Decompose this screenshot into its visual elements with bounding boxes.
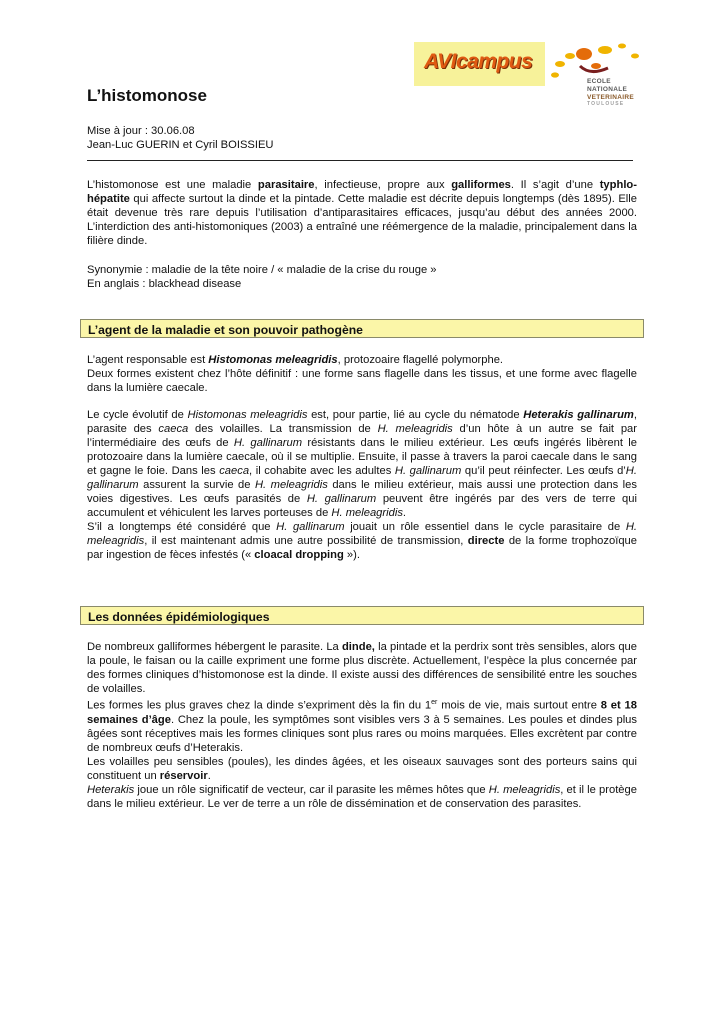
agent-paragraph-2 <box>87 408 637 562</box>
text-segment: Les formes les plus graves chez la dinde s’expriment dès la fin du 1 <box>87 699 432 712</box>
italic-text: Histomonas meleagridis <box>187 409 308 421</box>
text-segment: L’agent responsable est <box>87 354 209 366</box>
italic-text: H. gallinarum <box>87 465 637 491</box>
school-line-2: NATIONALE <box>587 85 628 93</box>
text-segment: Le cycle évolutif de <box>87 409 188 421</box>
text-segment: la pintade et la perdrix sont très sensibles, alors que la poule, le faisan ou la caille expriment une forme plus discrète. Actuellement, l’espèce la plus concernée par des formes cliniques d’histomonose est la dinde. Il existe aussi des différences de sensibilité entre les souches de volailles. <box>87 641 637 695</box>
text-segment: Deux formes existent chez l’hôte définitif : une forme sans flagelle dans les tissus, et une forme avec flagelle dans la lumière caecale. <box>87 368 637 394</box>
text-segment: qui affecte surtout la dinde et la pintade. Cette maladie est décrite depuis longtemps (dès 1895). Elle était devenue très rare depuis l’utilisation d’antiparasitaires efficaces, jusqu’au début des années 2000. L’interdiction des anti-histomoniques (2003) a entraîné une réémergence de la maladie, principalement dans la filière dinde. <box>87 193 637 247</box>
text-segment: , infectieuse, propre aux <box>314 179 452 191</box>
text-segment: d’un hôte à un autre se fait par l’intermédiaire des œufs de <box>87 423 637 449</box>
text-segment: . <box>207 769 211 782</box>
update-date: Mise à jour : 30.06.08 <box>87 125 195 137</box>
text-segment: , il cohabite avec les adultes <box>249 465 395 477</box>
italic-text: H. meleagridis <box>377 423 453 435</box>
bold-text: galliformes <box>451 179 511 191</box>
text-segment: assurent la survie de <box>138 479 255 491</box>
text-segment: résistants dans le milieu extérieur. Les œufs ingérés libèrent le protozoaire dans la lumière caecale, où il se multiplie. Ensuite, il passe à travers la paroi caecale dans le sang et gagne le foie. Dans les <box>87 437 637 477</box>
intro-paragraph <box>87 178 637 248</box>
italic-text: H. gallinarum <box>306 493 377 505</box>
page-title: L’histomonose <box>87 86 207 105</box>
text-segment: de la forme trophozoïque par ingestion de fèces infestés (« <box>87 535 637 561</box>
text-segment: »). <box>343 549 360 561</box>
text-segment: . Chez la poule, les symptômes sont visibles vers 3 à 5 semaines. Les poules et dindes plus âgées sont réceptives mais les formes cliniques sont plus rares ou moins marquées. Elles excrètent par contre de nombreux œufs d’Heterakis. <box>87 713 637 754</box>
text-segment: qu’il peut réinfecter. Les œufs d’ <box>461 465 626 477</box>
header-divider <box>87 160 633 161</box>
bold-text: dinde, <box>341 641 375 653</box>
bold-text: Heterakis gallinarum <box>523 409 634 421</box>
school-line-3: VETERINAIRE <box>587 93 635 101</box>
italic-text: Heterakis <box>87 783 135 796</box>
text-segment: . <box>402 507 407 519</box>
italic-text: caeca <box>158 423 189 435</box>
epidemiology-paragraph <box>87 640 637 811</box>
bold-text: parasitaire <box>257 179 315 191</box>
text-segment: des volailles. La transmission de <box>188 423 378 435</box>
english-name-line: En anglais : blackhead disease <box>87 278 242 290</box>
bold-text: directe <box>467 535 505 547</box>
text-segment: peuvent être ingérés par des vers de terre qui accumulent et véhiculent les larves porteuses de <box>87 493 637 519</box>
italic-text: caeca <box>219 465 250 477</box>
text-segment: , parasite des <box>87 409 637 435</box>
bold-text: Histomonas meleagridis <box>208 354 338 366</box>
text-segment: dans le milieu extérieur, mais aussi une protection dans les voies digestives. Les œufs parasités de <box>87 479 637 505</box>
synonymy-block <box>87 263 637 291</box>
bold-text: 8 et 18 semaines d’âge <box>87 699 637 726</box>
text-segment: mois de vie, mais surtout entre <box>437 699 601 712</box>
text-segment: L’histomonose est une maladie <box>87 179 258 191</box>
italic-text: H. gallinarum <box>233 437 303 449</box>
italic-text: H. meleagridis <box>488 783 561 796</box>
bold-text: réservoir <box>159 769 208 782</box>
text-segment: , il est maintenant admis une autre possibilité de transmission, <box>144 535 468 547</box>
italic-text: H. meleagridis <box>331 507 403 519</box>
agent-paragraph-1 <box>87 353 637 395</box>
school-line-1: ECOLE <box>587 78 611 85</box>
section-heading-epidemiology: Les données épidémiologiques <box>80 606 644 625</box>
school-name <box>587 78 634 109</box>
italic-text: H. meleagridis <box>87 521 637 547</box>
authors: Jean-Luc GUERIN et Cyril BOISSIEU <box>87 139 274 151</box>
italic-text: H. gallinarum <box>276 521 345 533</box>
text-segment: , protozoaire flagellé polymorphe. <box>337 354 504 366</box>
bold-text: typhlo-hépatite <box>87 179 637 205</box>
text-segment: jouait un rôle essentiel dans le cycle parasitaire de <box>344 521 626 533</box>
section-heading-agent: L’agent de la maladie et son pouvoir pathogène <box>80 319 644 338</box>
superscript-text: er <box>431 699 438 706</box>
text-segment: est, pour partie, lié au cycle du nématode <box>307 409 524 421</box>
school-line-4: TOULOUSE <box>587 101 625 108</box>
text-segment: De nombreux galliformes hébergent le parasite. La <box>87 641 342 653</box>
text-segment: S’il a longtemps été considéré que <box>87 521 277 533</box>
text-segment: joue un rôle significatif de vecteur, car il parasite les mêmes hôtes que <box>134 783 489 796</box>
text-segment: Les volailles peu sensibles (poules), les dindes âgées, et les oiseaux sauvages sont des porteurs sains qui constituent un <box>87 755 637 782</box>
synonymy-line: Synonymie : maladie de la tête noire / « maladie de la crise du rouge » <box>87 264 437 276</box>
italic-text: H. gallinarum <box>394 465 462 477</box>
text-segment: , et il le protège dans le milieu extérieur. Le ver de terre a un rôle de dissémination et de conservation des parasites. <box>87 783 637 810</box>
avicampus-logo-text: AVIcampus <box>424 50 533 73</box>
text-segment: . Il s’agit d’une <box>510 179 600 191</box>
italic-text: H. meleagridis <box>254 479 328 491</box>
bold-text: cloacal dropping <box>254 549 344 561</box>
document-meta <box>87 124 274 152</box>
